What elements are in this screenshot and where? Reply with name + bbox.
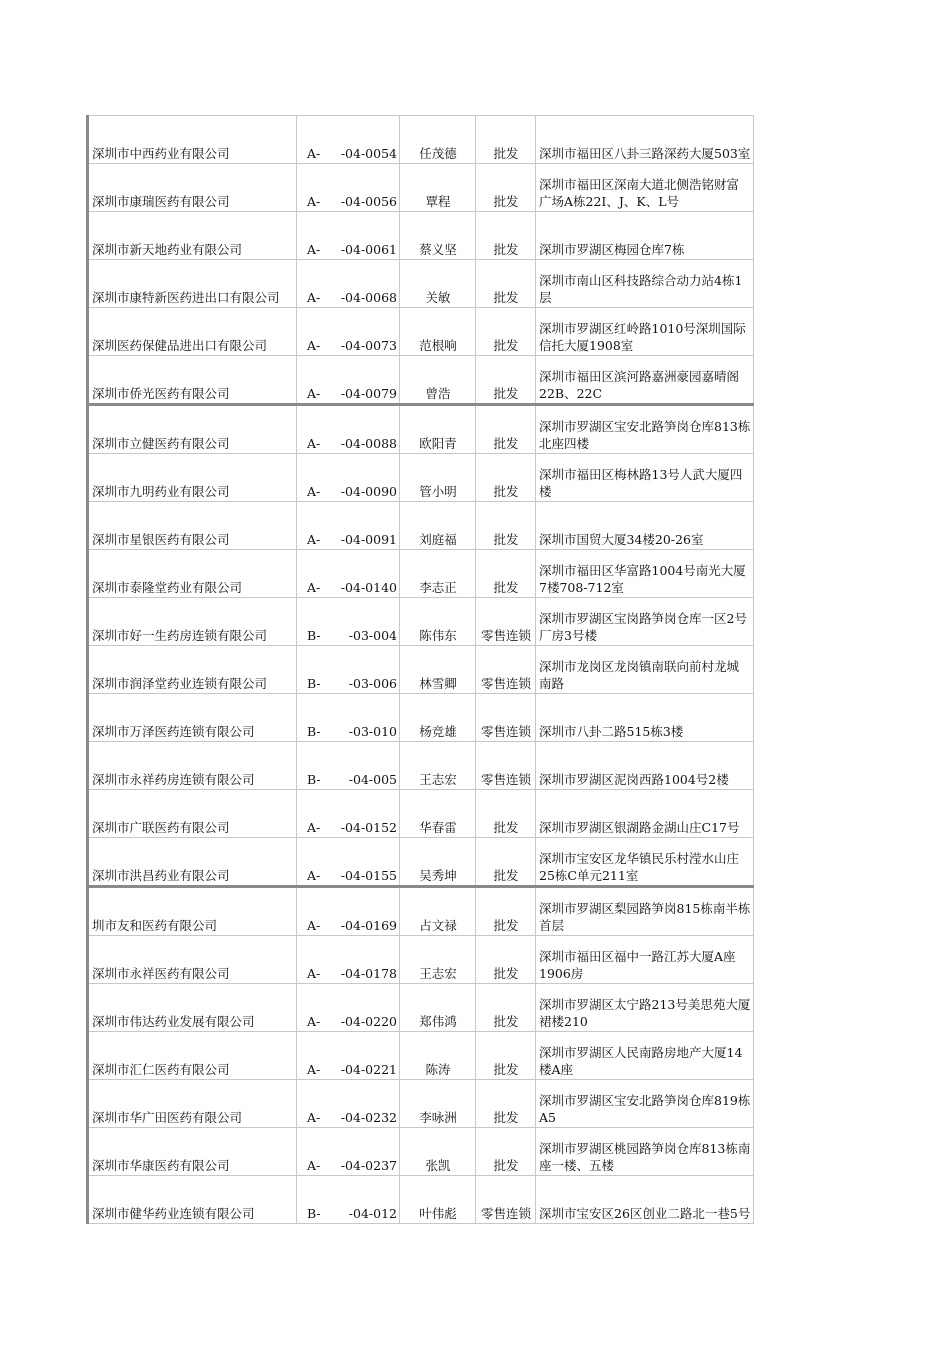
company-name-cell: 深圳市永祥医药有限公司: [88, 936, 297, 984]
table-row: [88, 984, 754, 1032]
license-number: -04-0061: [340, 242, 397, 257]
business-type-cell: 零售连锁: [476, 694, 536, 742]
license-prefix: B-: [307, 628, 321, 643]
legal-person-cell: 李咏洲: [400, 1080, 476, 1128]
license-prefix: B-: [307, 676, 321, 691]
address-cell: 深圳市福田区梅林路13号人武大厦四楼: [536, 454, 754, 502]
business-type-cell: 批发: [476, 1032, 536, 1080]
legal-person-cell: 任茂德: [400, 116, 476, 164]
company-name-cell: 深圳市康特新医药进出口有限公司: [88, 260, 297, 308]
license-code: [300, 579, 397, 596]
license-code-cell: [297, 887, 400, 936]
company-name-cell: 深圳市汇仁医药有限公司: [88, 1032, 297, 1080]
license-prefix: B-: [307, 724, 321, 739]
license-code-cell: [297, 790, 400, 838]
license-code: [300, 483, 397, 500]
license-code: [300, 965, 397, 982]
table-row: [88, 454, 754, 502]
company-name-cell: 深圳市好一生药房连锁有限公司: [88, 598, 297, 646]
license-code-cell: [297, 1128, 400, 1176]
license-code: [300, 867, 397, 884]
legal-person-cell: 蔡义坚: [400, 212, 476, 260]
table-row: [88, 502, 754, 550]
business-type-cell: 零售连锁: [476, 598, 536, 646]
table-row: [88, 116, 754, 164]
license-code: [300, 723, 397, 740]
address-cell: 深圳市福田区八卦三路深药大厦503室: [536, 116, 754, 164]
table-row: [88, 405, 754, 454]
license-prefix: A-: [307, 1062, 321, 1077]
license-number: -04-0088: [340, 436, 397, 451]
license-prefix: A-: [307, 146, 321, 161]
license-number: -04-0068: [340, 290, 397, 305]
business-type-cell: 批发: [476, 550, 536, 598]
table-row: [88, 308, 754, 356]
license-code-cell: [297, 164, 400, 212]
legal-person-cell: 林雪卿: [400, 646, 476, 694]
address-cell: 深圳市八卦二路515栋3楼: [536, 694, 754, 742]
legal-person-cell: 欧阳青: [400, 405, 476, 454]
license-number: -04-0155: [340, 868, 397, 883]
table-row: [88, 260, 754, 308]
business-type-cell: 批发: [476, 502, 536, 550]
license-code-cell: [297, 405, 400, 454]
legal-person-cell: 杨竞雄: [400, 694, 476, 742]
company-name-cell: 深圳市健华药业连锁有限公司: [88, 1176, 297, 1224]
company-name-cell: 深圳市侨光医药有限公司: [88, 356, 297, 405]
legal-person-cell: 李志正: [400, 550, 476, 598]
address-cell: 深圳市罗湖区梨园路笋岗815栋南半栋首层: [536, 887, 754, 936]
address-cell: 深圳市南山区科技路综合动力站4栋1层: [536, 260, 754, 308]
license-number: -04-005: [348, 772, 397, 787]
company-name-cell: 深圳市广联医药有限公司: [88, 790, 297, 838]
legal-person-cell: 曾浩: [400, 356, 476, 405]
license-code-cell: [297, 260, 400, 308]
legal-person-cell: 王志宏: [400, 936, 476, 984]
license-prefix: A-: [307, 338, 321, 353]
license-code: [300, 337, 397, 354]
license-code-cell: [297, 936, 400, 984]
company-name-cell: 圳市友和医药有限公司: [88, 887, 297, 936]
license-code: [300, 917, 397, 934]
company-name-cell: 深圳市立健医药有限公司: [88, 405, 297, 454]
business-type-cell: 批发: [476, 356, 536, 405]
address-cell: 深圳市福田区滨河路嘉洲豪园嘉晴阁22B、22C: [536, 356, 754, 405]
license-code: [300, 819, 397, 836]
license-number: -04-0178: [340, 966, 397, 981]
legal-person-cell: 吴秀坤: [400, 838, 476, 887]
business-type-cell: 批发: [476, 116, 536, 164]
license-prefix: B-: [307, 1206, 321, 1221]
address-cell: 深圳市罗湖区人民南路房地产大厦14楼A座: [536, 1032, 754, 1080]
address-cell: 深圳市宝安区26区创业二路北一巷5号: [536, 1176, 754, 1224]
address-cell: 深圳市罗湖区红岭路1010号深圳国际信托大厦1908室: [536, 308, 754, 356]
license-code-cell: [297, 502, 400, 550]
business-type-cell: 零售连锁: [476, 1176, 536, 1224]
business-type-cell: 批发: [476, 1080, 536, 1128]
license-number: -04-0220: [340, 1014, 397, 1029]
legal-person-cell: 郑伟鸿: [400, 984, 476, 1032]
license-code: [300, 1061, 397, 1078]
business-type-cell: 批发: [476, 887, 536, 936]
business-type-cell: 零售连锁: [476, 742, 536, 790]
business-type-cell: 批发: [476, 260, 536, 308]
business-type-cell: 批发: [476, 308, 536, 356]
license-number: -04-0073: [340, 338, 397, 353]
table-row: [88, 1128, 754, 1176]
business-type-cell: 零售连锁: [476, 646, 536, 694]
legal-person-cell: 范根响: [400, 308, 476, 356]
license-code-cell: [297, 1080, 400, 1128]
license-prefix: A-: [307, 290, 321, 305]
license-prefix: A-: [307, 1158, 321, 1173]
license-code-cell: [297, 308, 400, 356]
company-name-cell: 深圳市九明药业有限公司: [88, 454, 297, 502]
license-code-cell: [297, 838, 400, 887]
license-prefix: A-: [307, 918, 321, 933]
license-number: -04-0152: [340, 820, 397, 835]
license-prefix: B-: [307, 772, 321, 787]
legal-person-cell: 刘庭福: [400, 502, 476, 550]
license-prefix: A-: [307, 484, 321, 499]
legal-person-cell: 华春雷: [400, 790, 476, 838]
address-cell: 深圳市宝安区龙华镇民乐村滢水山庄25栋C单元211室: [536, 838, 754, 887]
legal-person-cell: 管小明: [400, 454, 476, 502]
address-cell: 深圳市福田区华富路1004号南光大厦7楼708-712室: [536, 550, 754, 598]
company-name-cell: 深圳市泰隆堂药业有限公司: [88, 550, 297, 598]
business-type-cell: 批发: [476, 936, 536, 984]
license-number: -04-0056: [340, 194, 397, 209]
address-cell: 深圳市龙岗区龙岗镇南联向前村龙城南路: [536, 646, 754, 694]
license-code: [300, 627, 397, 644]
address-cell: 深圳市罗湖区泥岗西路1004号2楼: [536, 742, 754, 790]
legal-person-cell: 叶伟彪: [400, 1176, 476, 1224]
address-cell: 深圳市罗湖区桃园路笋岗仓库813栋南座一楼、五楼: [536, 1128, 754, 1176]
license-number: -04-0169: [340, 918, 397, 933]
legal-person-cell: 覃程: [400, 164, 476, 212]
company-name-cell: 深圳市星银医药有限公司: [88, 502, 297, 550]
table-row: [88, 598, 754, 646]
table-row: [88, 212, 754, 260]
table-row: [88, 1032, 754, 1080]
legal-person-cell: 关敏: [400, 260, 476, 308]
legal-person-cell: 占文禄: [400, 887, 476, 936]
license-number: -04-0140: [340, 580, 397, 595]
license-code: [300, 241, 397, 258]
license-number: -04-0091: [340, 532, 397, 547]
license-prefix: A-: [307, 386, 321, 401]
license-number: -03-006: [348, 676, 397, 691]
business-type-cell: 批发: [476, 212, 536, 260]
company-name-cell: 深圳市华广田医药有限公司: [88, 1080, 297, 1128]
license-code: [300, 435, 397, 452]
table-row: [88, 646, 754, 694]
license-code-cell: [297, 598, 400, 646]
table-row: [88, 887, 754, 936]
license-prefix: A-: [307, 1110, 321, 1125]
address-cell: 深圳市福田区深南大道北侧浩铭财富广场A栋22I、J、K、L号: [536, 164, 754, 212]
company-name-cell: 深圳市润泽堂药业连锁有限公司: [88, 646, 297, 694]
license-prefix: A-: [307, 194, 321, 209]
business-type-cell: 批发: [476, 790, 536, 838]
license-number: -04-0221: [340, 1062, 397, 1077]
license-code-cell: [297, 212, 400, 260]
license-number: -04-0079: [340, 386, 397, 401]
legal-person-cell: 张凯: [400, 1128, 476, 1176]
license-code: [300, 145, 397, 162]
license-prefix: A-: [307, 532, 321, 547]
license-prefix: A-: [307, 580, 321, 595]
company-name-cell: 深圳市康瑞医药有限公司: [88, 164, 297, 212]
company-name-cell: 深圳医药保健品进出口有限公司: [88, 308, 297, 356]
license-code: [300, 289, 397, 306]
license-code: [300, 193, 397, 210]
license-code: [300, 1205, 397, 1222]
table-row: [88, 550, 754, 598]
license-code: [300, 531, 397, 548]
table-row: [88, 356, 754, 405]
table-row: [88, 1176, 754, 1224]
business-type-cell: 批发: [476, 454, 536, 502]
address-cell: 深圳市罗湖区银湖路金湖山庄C17号: [536, 790, 754, 838]
address-cell: 深圳市罗湖区太宁路213号美思苑大厦裙楼210: [536, 984, 754, 1032]
company-name-cell: 深圳市洪昌药业有限公司: [88, 838, 297, 887]
address-cell: 深圳市罗湖区宝安北路笋岗仓库813栋北座四楼: [536, 405, 754, 454]
license-prefix: A-: [307, 868, 321, 883]
business-type-cell: 批发: [476, 1128, 536, 1176]
license-code: [300, 385, 397, 402]
license-prefix: A-: [307, 1014, 321, 1029]
license-number: -04-0237: [340, 1158, 397, 1173]
license-code: [300, 1109, 397, 1126]
business-type-cell: 批发: [476, 405, 536, 454]
company-name-cell: 深圳市新天地药业有限公司: [88, 212, 297, 260]
address-cell: 深圳市国贸大厦34楼20-26室: [536, 502, 754, 550]
table-row: [88, 1080, 754, 1128]
business-type-cell: 批发: [476, 838, 536, 887]
license-code: [300, 1013, 397, 1030]
table-row: [88, 936, 754, 984]
address-cell: 深圳市罗湖区梅园仓库7栋: [536, 212, 754, 260]
company-name-cell: 深圳市中西药业有限公司: [88, 116, 297, 164]
business-type-cell: 批发: [476, 984, 536, 1032]
license-number: -04-0232: [340, 1110, 397, 1125]
table-row: [88, 694, 754, 742]
license-prefix: A-: [307, 242, 321, 257]
license-code-cell: [297, 454, 400, 502]
license-prefix: A-: [307, 436, 321, 451]
license-code-cell: [297, 1176, 400, 1224]
table-row: [88, 790, 754, 838]
address-cell: 深圳市福田区福中一路江苏大厦A座1906房: [536, 936, 754, 984]
license-code-cell: [297, 550, 400, 598]
table-row: [88, 742, 754, 790]
company-name-cell: 深圳市伟达药业发展有限公司: [88, 984, 297, 1032]
license-prefix: A-: [307, 820, 321, 835]
license-number: -03-010: [348, 724, 397, 739]
company-table-body: [88, 116, 754, 1224]
table-row: [88, 164, 754, 212]
license-code-cell: [297, 646, 400, 694]
license-code: [300, 1157, 397, 1174]
legal-person-cell: 陈涛: [400, 1032, 476, 1080]
address-cell: 深圳市罗湖区宝安北路笋岗仓库819栋A5: [536, 1080, 754, 1128]
license-number: -04-0090: [340, 484, 397, 499]
business-type-cell: 批发: [476, 164, 536, 212]
license-code-cell: [297, 694, 400, 742]
address-cell: 深圳市罗湖区宝岗路笋岗仓库一区2号厂房3号楼: [536, 598, 754, 646]
license-number: -03-004: [348, 628, 397, 643]
license-prefix: A-: [307, 966, 321, 981]
table-row: [88, 838, 754, 887]
license-code-cell: [297, 356, 400, 405]
license-number: -04-012: [348, 1206, 397, 1221]
license-code: [300, 675, 397, 692]
license-code: [300, 771, 397, 788]
license-code-cell: [297, 984, 400, 1032]
license-number: -04-0054: [340, 146, 397, 161]
license-code-cell: [297, 742, 400, 790]
company-table: [86, 115, 754, 1224]
company-name-cell: 深圳市华康医药有限公司: [88, 1128, 297, 1176]
legal-person-cell: 王志宏: [400, 742, 476, 790]
company-name-cell: 深圳市万泽医药连锁有限公司: [88, 694, 297, 742]
license-code-cell: [297, 116, 400, 164]
company-name-cell: 深圳市永祥药房连锁有限公司: [88, 742, 297, 790]
license-code-cell: [297, 1032, 400, 1080]
legal-person-cell: 陈伟东: [400, 598, 476, 646]
